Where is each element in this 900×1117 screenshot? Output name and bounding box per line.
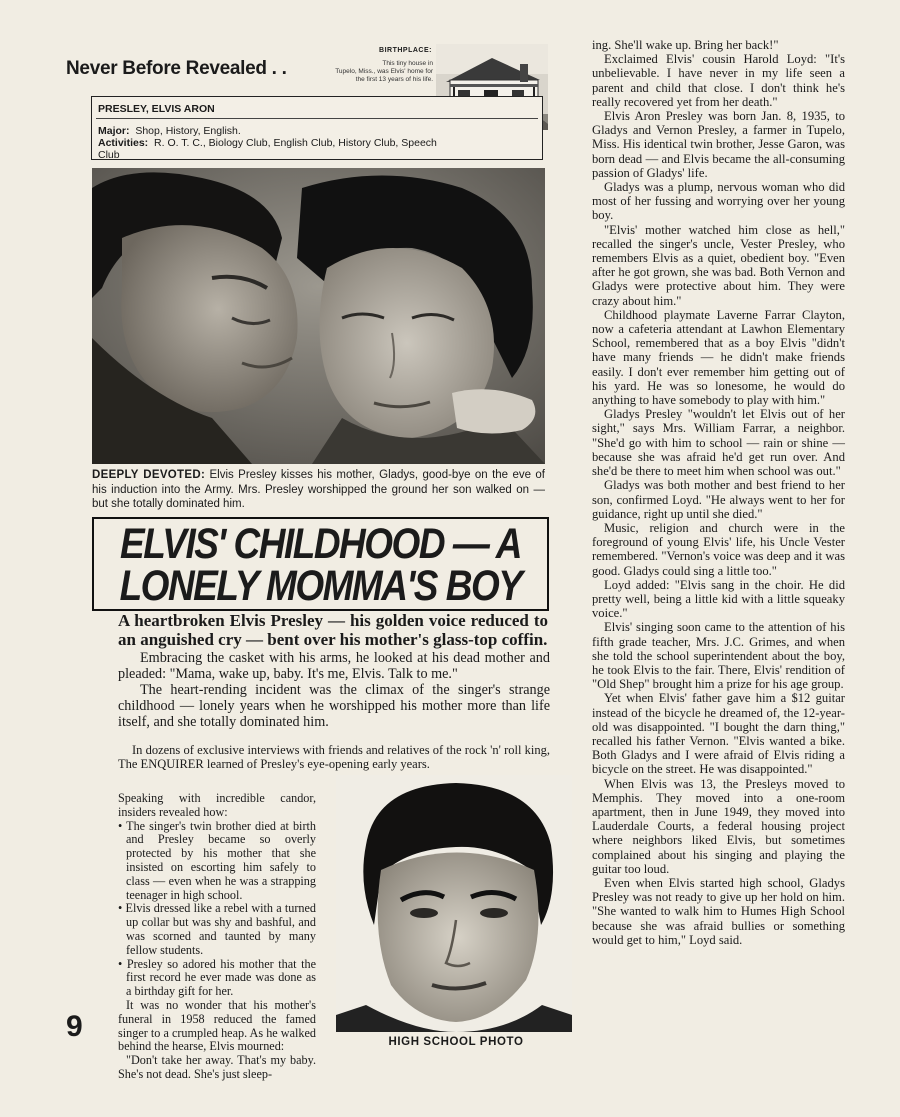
- wide-paragraph: In dozens of exclusive interviews with friends and relatives of the rock 'n' roll king, The ENQUIRER learned of Presley's eye-opening early years.: [118, 743, 550, 772]
- paragraph: Gladys was a plump, nervous woman who did most of her fussing and worrying over her young boy.: [592, 180, 845, 223]
- paragraph: Gladys was both mother and best friend to her son, confirmed Loyd. "He always went to her for guidance, right up until she died.": [592, 478, 845, 521]
- paragraph: Speaking with incredible candor, insiders revealed how:: [118, 791, 316, 819]
- paragraph: It was no wonder that his mother's funeral in 1958 reduced the famed singer to a crumpled heap. As he walked behind the hearse, Elvis mourned:: [118, 997, 316, 1054]
- paragraph: Gladys Presley "wouldn't let Elvis out of her sight," says Mrs. William Farrar, a neighbor. "She'd go with him to school — rain or shine — because she was afraid he'd get run over. And she'd be there to meet him when school was out.": [592, 407, 845, 479]
- birthplace-label: BIRTHPLACE:: [379, 47, 432, 54]
- paragraph: Elvis' singing soon came to the attention of his fifth grade teacher, Mrs. J.C. Grimes, and when she told the school superintendent about the boy, he took Elvis to the fair. There, Elvis' rendition of "Old Shep" brought him a prize for his age group.: [592, 620, 845, 692]
- record-name: PRESLEY, ELVIS ARON: [98, 103, 215, 115]
- paragraph: Loyd added: "Elvis sang in the choir. He did pretty well, being a little kid with a little squeaky voice.": [592, 577, 845, 621]
- paragraph: "Elvis' mother watched him close as hell," recalled the singer's uncle, Vester Presley, who remembers Elvis as a quiet, obedient boy. "Even after he got grown, she was bad. Both Vernon and Gladys were protective about him. They were crazy about him.": [592, 222, 845, 308]
- paragraph: The heart-rending incident was the climax of the singer's strange childhood — lonely years when he worshipped his mother more than life itself, and she totally dominated him.: [118, 682, 550, 730]
- paragraph: Exclaimed Elvis' cousin Harold Loyd: "It's unbelievable. I have never in my life seen a parent and child that close. I don't think he's really recovered yet from her death.": [592, 52, 845, 109]
- photo-caption: DEEPLY DEVOTED: Elvis Presley kisses his mother, Gladys, good-bye on the eve of his induction into the Army. Mrs. Presley worshipped the ground her son walked on — but she totally dominated him.: [92, 469, 545, 510]
- paragraph: "Don't take her away. That's my baby. She's not dead. She's just sleep-: [118, 1053, 316, 1081]
- bullet-item: • Presley so adored his mother that the first record he ever made was done as a birthday gift for her.: [118, 956, 316, 999]
- paragraph: Even when Elvis started high school, Gladys Presley was not ready to give up her hold on him. "She wanted to walk him to Humes High School because she was afraid bullies or something would get to him," Loyd said.: [592, 875, 845, 947]
- paragraph: Yet when Elvis' father gave him a $12 guitar instead of the bicycle he dreamed of, the 12-year-old was disappointed. "I bought the darn thing," recalled his father Vernon. "Elvis wanted a bike. Both Gladys and I were afraid of Elvis riding a bicycle on the street. He was disappointed.": [592, 691, 845, 777]
- birthplace-caption: This tiny house in Tupelo, Miss., was Elvis' home for the first 13 years of his life.: [335, 60, 433, 83]
- paragraph: Childhood playmate Laverne Farrar Clayton, now a cafeteria attendant at Lawhon Elementary School, remembered that as a boy Elvis "didn't have many friends — he didn't make friends easily. I don't ever remember him getting out of his yard. He was so lonesome, he would do anything to have somebody to play with him.": [592, 307, 845, 408]
- high-school-photo-caption: HIGH SCHOOL PHOTO: [388, 1036, 524, 1048]
- bullet-item: • The singer's twin brother died at birth and Presley became so overly protected by his mother that she insisted on escorting him safely to class — even when he was a strapping teenager in high school.: [118, 818, 316, 902]
- bullet-item: • Elvis dressed like a rebel with a turned up collar but was shy and bashful, and was scorned and taunted by many fellow students.: [118, 901, 316, 957]
- article-headline: [92, 517, 549, 611]
- headline-line-1: ELVIS' CHILDHOOD — A: [120, 519, 521, 567]
- narrow-column: [118, 792, 316, 1082]
- article-deck: A heartbroken Elvis Presley — his golden voice reduced to an anguished cry — bent over his mother's glass-top coffin.: [118, 611, 548, 649]
- right-column: [592, 38, 845, 947]
- record-activities: Activities: R. O. T. C., Biology Club, English Club, History Club, Speech Club: [98, 137, 437, 161]
- paragraph: Music, religion and church were in the foreground of young Elvis' life, his Uncle Vester remembered. "Vernon's voice was deep and it was good. Gladys could sing a little too.": [592, 520, 845, 578]
- paragraph: ing. She'll wake up. Bring her back!": [592, 38, 779, 52]
- paragraph: Elvis Aron Presley was born Jan. 8, 1935, to Gladys and Vernon Presley, a farmer in Tupelo, Miss. His identical twin brother, Jesse Garon, was born dead — and Elvis became the all-consuming passion of Gladys' life.: [592, 109, 845, 180]
- page-number: 9: [66, 1010, 83, 1043]
- high-school-photo: [336, 775, 572, 1032]
- paragraph: When Elvis was 13, the Presleys moved to Memphis. They moved into a one-room apartment, then in June 1949, they moved into Lauderdale Courts, a federal housing project where neighbors liked Elvis, but sometimes complained about his singing and playing the guitar too loud.: [592, 776, 845, 876]
- paragraph: Embracing the casket with his arms, he looked at his dead mother and pleaded: "Mama, wake up, baby. It's me, Elvis. Talk to me.": [118, 650, 550, 682]
- lead-paragraphs: [118, 650, 550, 730]
- record-major: Major: Shop, History, English.: [98, 125, 241, 137]
- headline-line-2: LONELY MOMMA'S BOY: [119, 561, 522, 609]
- school-record-card: [91, 96, 543, 160]
- page-kicker: Never Before Revealed . .: [66, 58, 287, 79]
- elvis-and-mother-photo: [92, 168, 545, 464]
